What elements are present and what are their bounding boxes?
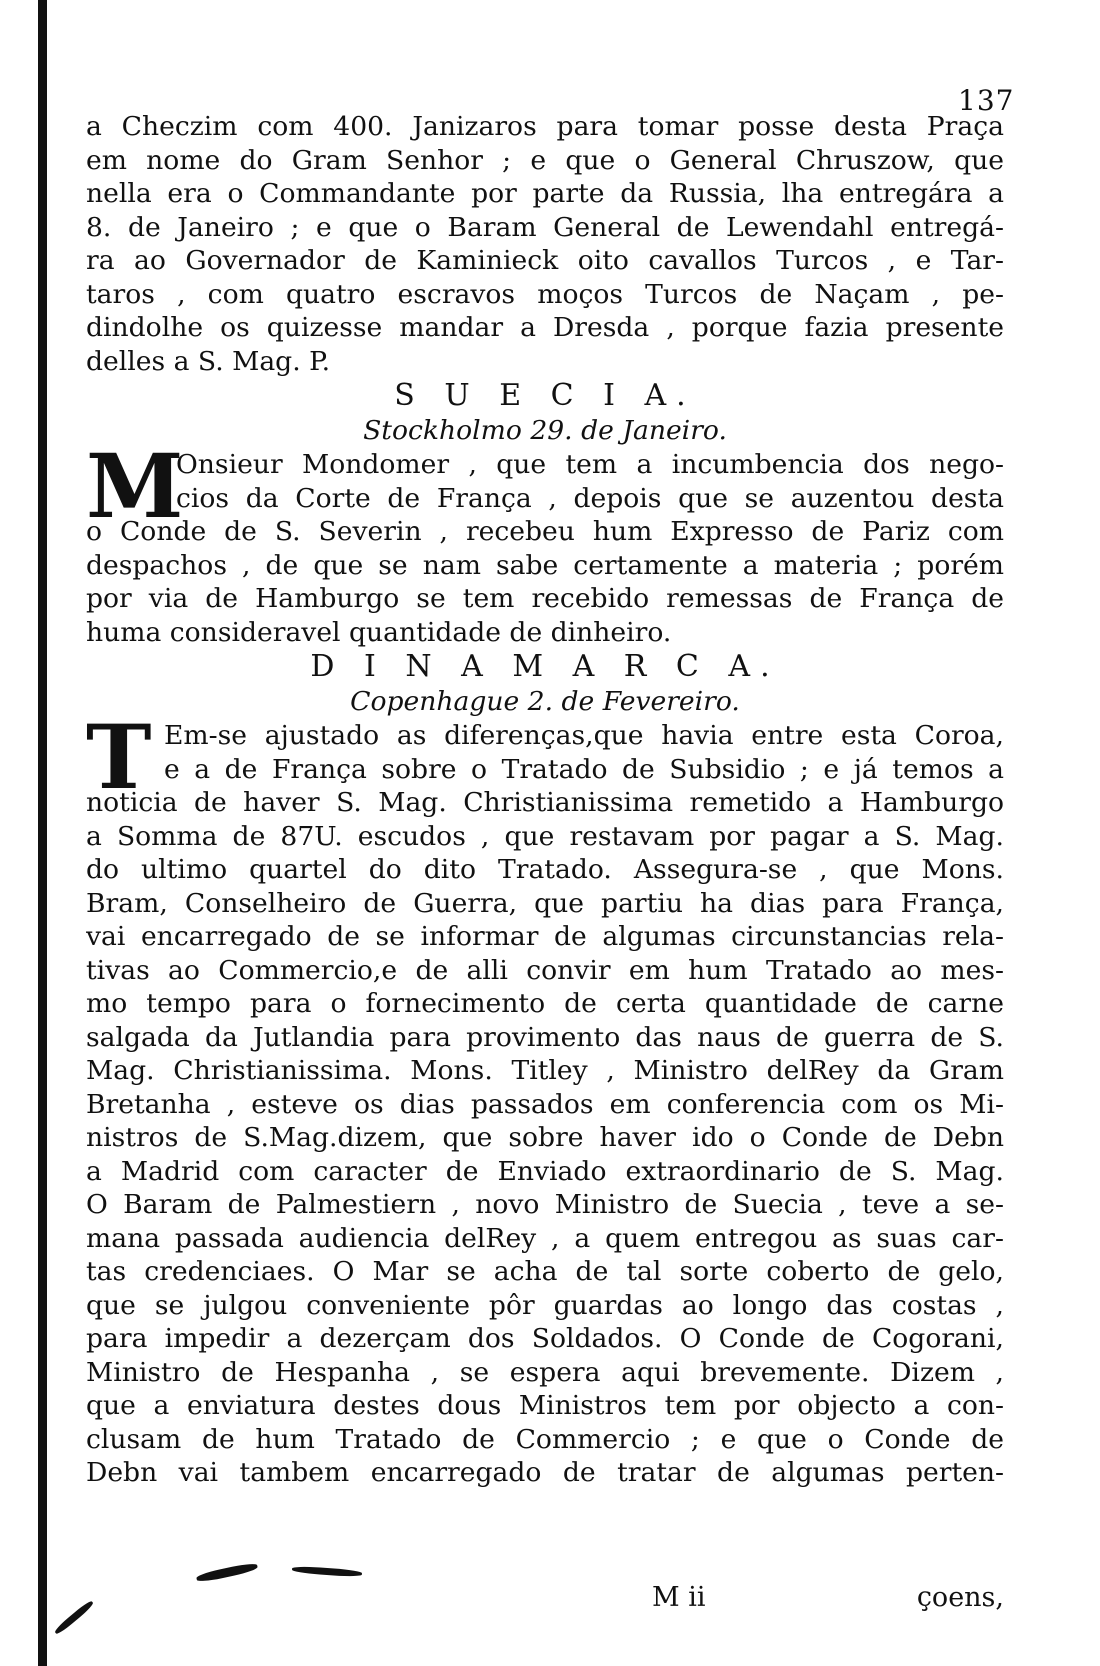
text-line: Bretanha , esteve os dias passados em conferencia com os Mi- <box>86 1088 1004 1120</box>
section-heading-dinamarca: D I N A M A R C A. <box>310 649 780 684</box>
text-line: noticia de haver S. Mag. Christianissima remetido a Hamburgo <box>86 787 1004 818</box>
text-line: por via de Hamburgo se tem recebido remessas de França de <box>86 583 1004 614</box>
text-line: em nome do Gram Senhor ; e que o General Chruszow, que <box>86 144 1004 176</box>
page-footer <box>86 1582 1004 1618</box>
drop-cap: T <box>86 705 152 809</box>
text-line: delles a S. Mag. P. <box>86 345 331 377</box>
catchword: çoens, <box>916 1582 1004 1613</box>
page-number: 137 <box>958 84 1015 117</box>
dateline-copenhague: Copenhague 2. de Fevereiro. <box>350 686 740 717</box>
text-line: tas credenciaes. O Mar se acha de tal sorte coberto de gelo, <box>86 1256 1004 1287</box>
text-line: o Conde de S. Severin , recebeu hum Expresso de Pariz com <box>86 516 1004 547</box>
ink-smear <box>292 1566 362 1578</box>
page-spine-edge <box>38 0 47 1666</box>
text-line: do ultimo quartel do dito Tratado. Assegura-se , que Mons. <box>86 854 1004 885</box>
signature-mark: M ii <box>652 1582 706 1613</box>
text-line: huma consideravel quantidade de dinheiro. <box>86 616 672 648</box>
text-line: Onsieur Mondomer , que tem a incumbencia dos nego- <box>176 449 1004 480</box>
text-line: tivas ao Commercio,e de alli convir em hum Tratado ao mes- <box>86 954 1004 986</box>
paragraph-dinamarca <box>86 705 1004 1490</box>
text-line: e a de França sobre o Tratado de Subsidio ; e já temos a <box>164 753 1004 785</box>
text-line: Debn vai tambem encarregado de tratar de algumas perten- <box>86 1457 1004 1488</box>
dateline-stockholmo: Stockholmo 29. de Janeiro. <box>363 415 727 446</box>
ink-smear <box>196 1562 259 1584</box>
text-line: O Baram de Palmestiern , novo Ministro de Suecia , teve a se- <box>86 1189 1004 1220</box>
page-body <box>86 110 1004 1490</box>
text-line: cios da Corte de França , depois que se auzentou desta <box>176 482 1004 514</box>
text-line: vai encarregado de se informar de algumas circunstancias rela- <box>86 921 1004 952</box>
text-line: Mag. Christianissima. Mons. Titley , Ministro delRey da Gram <box>86 1055 1004 1086</box>
text-line: mo tempo para o fornecimento de certa quantidade de carne <box>86 988 1004 1019</box>
text-line: para impedir a dezerçam dos Soldados. O Conde de Cogorani, <box>86 1323 1004 1354</box>
text-line: nella era o Commandante por parte da Russia, lha entregára a <box>86 178 1004 209</box>
text-line: mana passada audiencia delRey , a quem entregou as suas car- <box>86 1222 1004 1254</box>
text-line: 8. de Janeiro ; e que o Baram General de Lewendahl entregá- <box>86 211 1004 243</box>
text-line: Bram, Conselheiro de Guerra, que partiu ha dias para França, <box>86 887 1004 919</box>
text-line: despachos , de que se nam sabe certamente a materia ; porém <box>86 549 1004 581</box>
text-line: nistros de S.Mag.dizem, que sobre haver ido o Conde de Debn <box>86 1122 1004 1153</box>
paragraph-suecia <box>86 434 1004 649</box>
intro-paragraph <box>86 110 1004 378</box>
text-line: a Madrid com caracter de Enviado extraordinario de S. Mag. <box>86 1155 1004 1187</box>
text-line: salgada da Jutlandia para provimento das naus de guerra de S. <box>86 1021 1004 1053</box>
text-line: ra ao Governador de Kaminieck oito cavallos Turcos , e Tar- <box>86 245 1004 276</box>
section-heading-suecia: S U E C I A. <box>394 378 696 413</box>
text-line: taros , com quatro escravos moços Turcos de Naçam , pe- <box>86 278 1004 310</box>
text-line: dindolhe os quizesse mandar a Dresda , porque fazia presente <box>86 312 1004 343</box>
text-line: Em-se ajustado as diferenças,que havia entre esta Coroa, <box>164 720 1004 751</box>
drop-cap: M <box>86 434 184 538</box>
text-line: a Checzim com 400. Janizaros para tomar posse desta Praça <box>86 111 1004 142</box>
text-line: que a enviatura destes dous Ministros tem por objecto a con- <box>86 1390 1004 1421</box>
text-line: a Somma de 87U. escudos , que restavam por pagar a S. Mag. <box>86 820 1004 852</box>
text-line: clusam de hum Tratado de Commercio ; e que o Conde de <box>86 1423 1004 1455</box>
text-line: que se julgou conveniente pôr guardas ao longo das costas , <box>86 1289 1004 1321</box>
text-line: Ministro de Hespanha , se espera aqui brevemente. Dizem , <box>86 1356 1004 1388</box>
